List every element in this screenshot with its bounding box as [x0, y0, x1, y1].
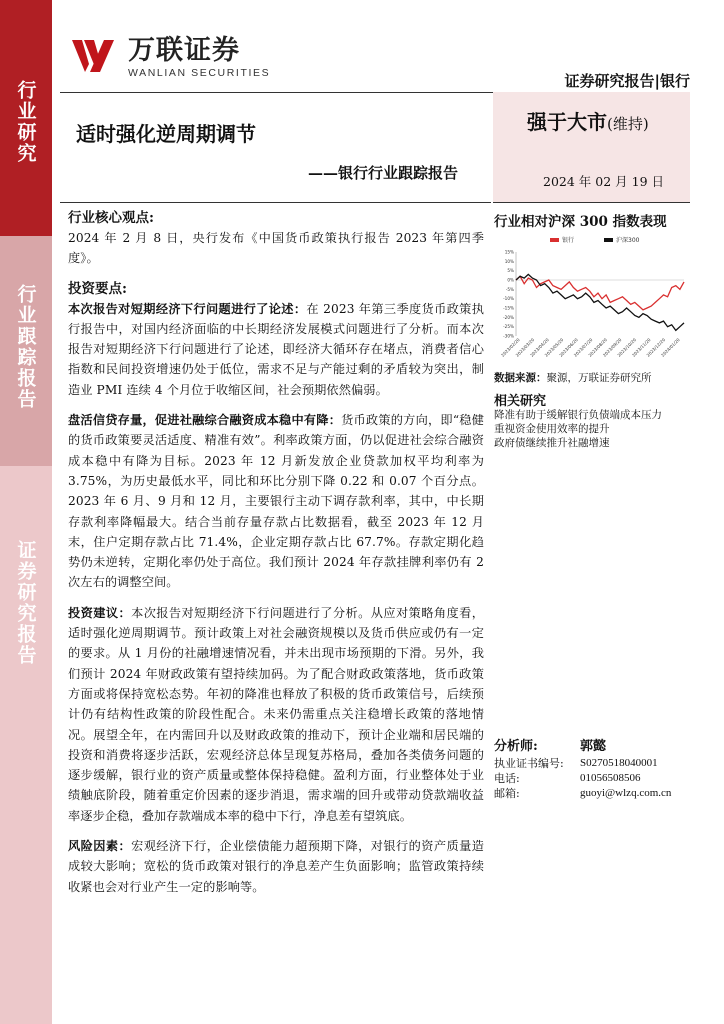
paragraph-2-body: 货币政策的方向，即“稳健的货币政策要灵活适度、精准有效”。利率政策方面，仍以促进社会综合融资成本稳中有降为目标。2023 年 12 月新发放企业贷款加权平均利率为 3.75%，为历史最低水平，同比和环比分别下降 0.22 和 0.07 个百分点。2023 年 6 月、9 月和 12 月，主要银行主动下调存款利率，其中，中长期存款利率降幅最大。结合当前存量存款占比数据看，截至 2023 年 12 月末，住户定期存款占比 71.4%，企业定期存款占比 67.7%。存款定期化趋势仍未逆转，定期化率仍处于高位。我们预计 2024 年存款挂牌利率仍有 2 次左右的调整空间。 [68, 413, 484, 590]
paragraph-3-body: 本次报告对短期经济下行问题进行了分析。从应对策略角度看，适时强化逆周期调节。预计政策上对社会融资规模以及货币供应或仍有一定的要求。从 1 月份的社融增速情况看，并未出现市场预期的下滑。另外，我们预计 2024 年财政政策有望持续加码。为了配合财政政策落地，货币政策方面或将保持宽松态势。年初的降准也释放了积极的货币政策信号，后续预计仍有结构性政策的阶段性配合。未来仍需重点关注稳增长政策的落地情况。展望全年，在内需回升以及财政政策的推动下，预计企业端和居民端的投资和消费将逐步活跃，宏观经济总体呈现复苏格局，叠加各类债务问题的逐步缓解，银行业的资产质量或整体保持稳健。盈利方面，行业整体处于业绩触底阶段，随着重定价因素的逐步消退，需求端的回升或带动贷款端收益率逐步企稳，叠加存款端成本率的稳中下行，净息差有望筑底。 [68, 605, 484, 823]
y-tick-label: -30% [503, 333, 514, 339]
industry-rating [527, 106, 649, 135]
related-item[interactable]: 重视资金使用效率的提升 [494, 423, 610, 435]
paragraph-2-lead: 盘活信贷存量，促进社融综合融资成本稳中有降： [68, 413, 342, 428]
sidebar-label: 证券研究报告 [14, 540, 37, 666]
legend-label: 沪深300 [616, 237, 640, 244]
x-tick-label: 2023/07/20 [572, 337, 594, 358]
rating-box [493, 92, 690, 202]
y-tick-label: 5% [507, 268, 514, 274]
report-category: 证券研究报告|银行 [564, 72, 690, 90]
y-tick-label: -25% [503, 324, 514, 330]
chart-source-label: 数据来源： [494, 372, 547, 384]
sidebar-segment-securities [0, 466, 52, 1024]
side-bar [0, 0, 52, 1024]
x-tick-label: 2023/10/20 [616, 337, 638, 358]
phone-label: 电话: [494, 772, 520, 785]
wanlian-logo-icon [70, 36, 122, 76]
paragraph-1-body: 在 2023 年第三季度货币政策执行报告中，对国内经济面临的中长期经济发展模式问题进行了分析。而本次报告对短期经济下行问题进行了论述，即经济大循环存在堵点，消费者信心指数和民间投资增速仍处于低位，需求不足与产能过剩的矛盾较为突出，制造业 PMI 连续 4 个月位于收缩区间，社会预期依然偏弱。 [68, 301, 484, 397]
chart-source-text: 聚源，万联证券研究所 [546, 372, 652, 384]
chart-source [494, 370, 652, 385]
y-tick-label: -5% [505, 286, 514, 292]
related-item[interactable]: 政府债继续推升社融增速 [494, 437, 610, 449]
title-divider-right [493, 202, 690, 203]
series-line-bank [516, 276, 684, 310]
chart-section-title: 行业相对沪深 300 指数表现 [494, 214, 667, 230]
title-divider [60, 202, 491, 203]
paragraph-1-lead: 本次报告对短期经济下行问题进行了论述： [68, 301, 307, 316]
x-tick-label: 2023/09/20 [601, 337, 623, 358]
legend-swatch [604, 238, 613, 242]
company-logo [70, 36, 270, 79]
logo-chinese-name: 万联证券 [128, 35, 240, 66]
x-tick-label: 2023/06/20 [558, 337, 579, 358]
paragraph-3 [68, 603, 484, 826]
logo-english-name: WANLIAN SECURITIES [128, 67, 271, 79]
page-subtitle: ——银行行业跟踪报告 [308, 164, 459, 182]
y-tick-label: -20% [503, 314, 514, 320]
paragraph-3-lead: 投资建议： [68, 605, 132, 620]
y-tick-label: -15% [503, 305, 514, 311]
rating-main: 强于大市 [527, 110, 607, 134]
sidebar-label: 行业跟踪报告 [14, 284, 37, 410]
x-tick-label: 2023/03/20 [514, 337, 536, 358]
related-item[interactable]: 降准有助于缓解银行负债端成本压力 [494, 409, 662, 421]
related-research-heading: 相关研究 [494, 394, 547, 409]
x-tick-label: 2023/04/20 [529, 337, 550, 358]
report-date: 2024 年 02 月 19 日 [543, 174, 664, 189]
x-tick-label: 2024/01/20 [660, 337, 681, 358]
main-content [68, 208, 484, 897]
email-value[interactable]: guoyi@wlzq.com.cn [580, 787, 672, 799]
y-tick-label: -10% [503, 296, 514, 302]
analyst-label: 分析师: [494, 739, 538, 754]
core-view-text: 2024 年 2 月 8 日，央行发布《中国货币政策执行报告 2023 年第四季度》。 [68, 231, 484, 266]
y-tick-label: 0% [507, 277, 514, 283]
sidebar-segment-tracking [0, 236, 52, 466]
paragraph-4 [68, 836, 484, 897]
page-title: 适时强化逆周期调节 [76, 122, 256, 146]
investment-points-heading: 投资要点: [68, 280, 127, 297]
rating-sub: (维持) [607, 115, 649, 133]
phone-value: 01056508506 [580, 772, 641, 784]
paragraph-1 [68, 299, 484, 400]
paragraph-2 [68, 410, 484, 593]
x-tick-label: 2023/05/20 [543, 337, 565, 358]
x-tick-label: 2023/12/20 [645, 337, 667, 358]
analyst-name: 郭懿 [580, 739, 607, 754]
x-tick-label: 2023/11/20 [631, 337, 652, 358]
x-tick-label: 2023/08/20 [587, 337, 608, 358]
performance-chart [494, 232, 690, 368]
sidebar-segment-research [0, 0, 52, 236]
related-research-list [494, 408, 662, 450]
paragraph-4-body: 宏观经济下行，企业偿债能力超预期下降，对银行的资产质量造成较大影响；宽松的货币政策对银行的净息差产生负面影响；监管政策持续收紧也会对行业产生一定的影响等。 [68, 839, 484, 894]
license-label: 执业证书编号: [494, 757, 564, 770]
y-tick-label: 10% [504, 258, 514, 264]
legend-label: 银行 [562, 237, 575, 244]
email-label: 邮箱: [494, 787, 520, 800]
x-tick-label: 2023/02/20 [500, 337, 521, 358]
sidebar-label: 行业研究 [14, 80, 37, 164]
y-tick-label: 15% [504, 249, 514, 255]
core-view-heading: 行业核心观点: [68, 210, 154, 226]
paragraph-4-lead: 风险因素： [68, 839, 132, 854]
legend-swatch [550, 238, 559, 242]
license-value: S0270518040001 [580, 757, 658, 769]
analyst-info [494, 738, 694, 801]
